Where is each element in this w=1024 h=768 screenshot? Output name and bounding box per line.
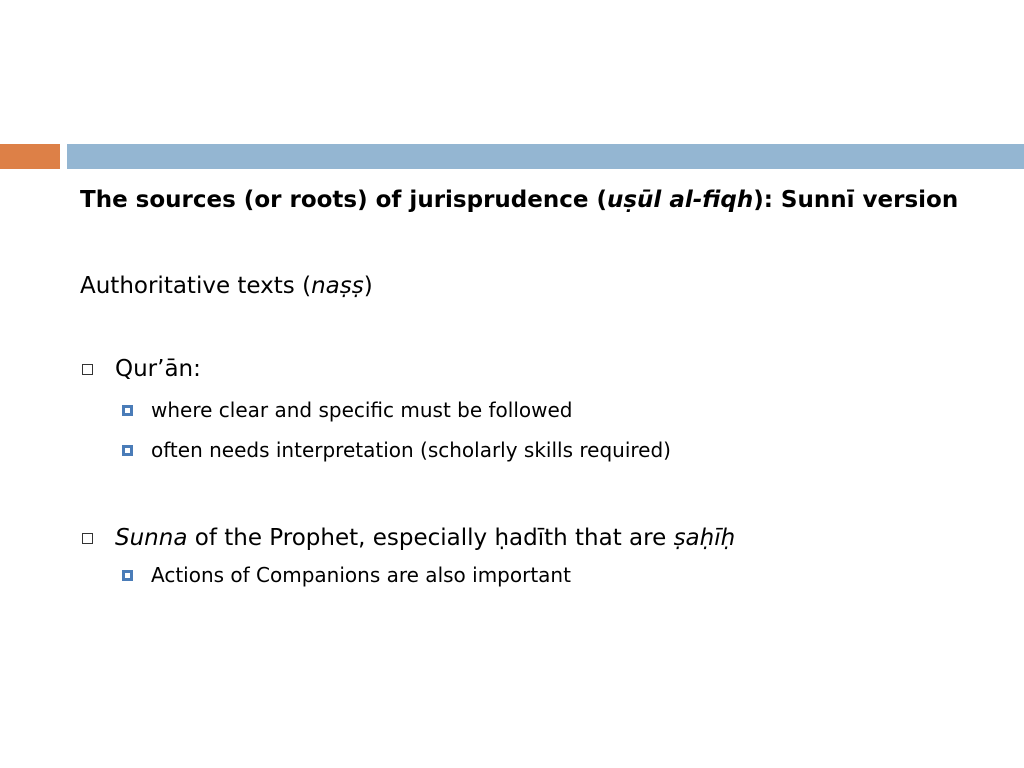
sub-list-item <box>80 555 980 595</box>
heading-term: uṣūl al-fiqh <box>606 187 754 213</box>
sunna-term: Sunna <box>115 525 188 551</box>
authoritative-text-2: ) <box>363 273 373 299</box>
heading-text-1: The sources (or roots) of jurisprudence ( <box>80 187 607 213</box>
hollow-square-bullet-icon <box>82 533 93 544</box>
sub-item-text: often needs interpretation (scholarly skills required) <box>151 438 671 462</box>
authoritative-text-1: Authoritative texts ( <box>80 273 312 299</box>
heading-text-2: ): Sunnī version <box>753 187 959 213</box>
accent-bar-blue <box>67 144 1024 169</box>
sunna-term-2: ṣaḥīḥ <box>673 525 736 551</box>
hollow-square-bullet-icon <box>82 364 93 375</box>
list-item-quran <box>80 352 980 386</box>
sub-item-text: Actions of Companions are also important <box>151 563 571 587</box>
sub-list-item <box>80 430 980 470</box>
authoritative-term: naṣṣ <box>311 273 364 299</box>
accent-bar-orange <box>0 144 60 169</box>
quran-label: Qur’ān: <box>115 356 201 382</box>
sub-item-text: where clear and specific must be followed <box>151 398 573 422</box>
square-bullet-icon <box>122 405 133 416</box>
sunna-sub-list <box>80 555 980 595</box>
sunna-text: of the Prophet, especially ḥadīth that are <box>187 525 674 551</box>
square-bullet-icon <box>122 445 133 456</box>
slide-heading <box>80 183 980 217</box>
quran-sub-list <box>80 390 980 470</box>
list-item-sunna <box>80 521 980 555</box>
authoritative-texts-line <box>80 269 980 303</box>
square-bullet-icon <box>122 570 133 581</box>
sub-list-item <box>80 390 980 430</box>
slide-content <box>80 183 980 595</box>
